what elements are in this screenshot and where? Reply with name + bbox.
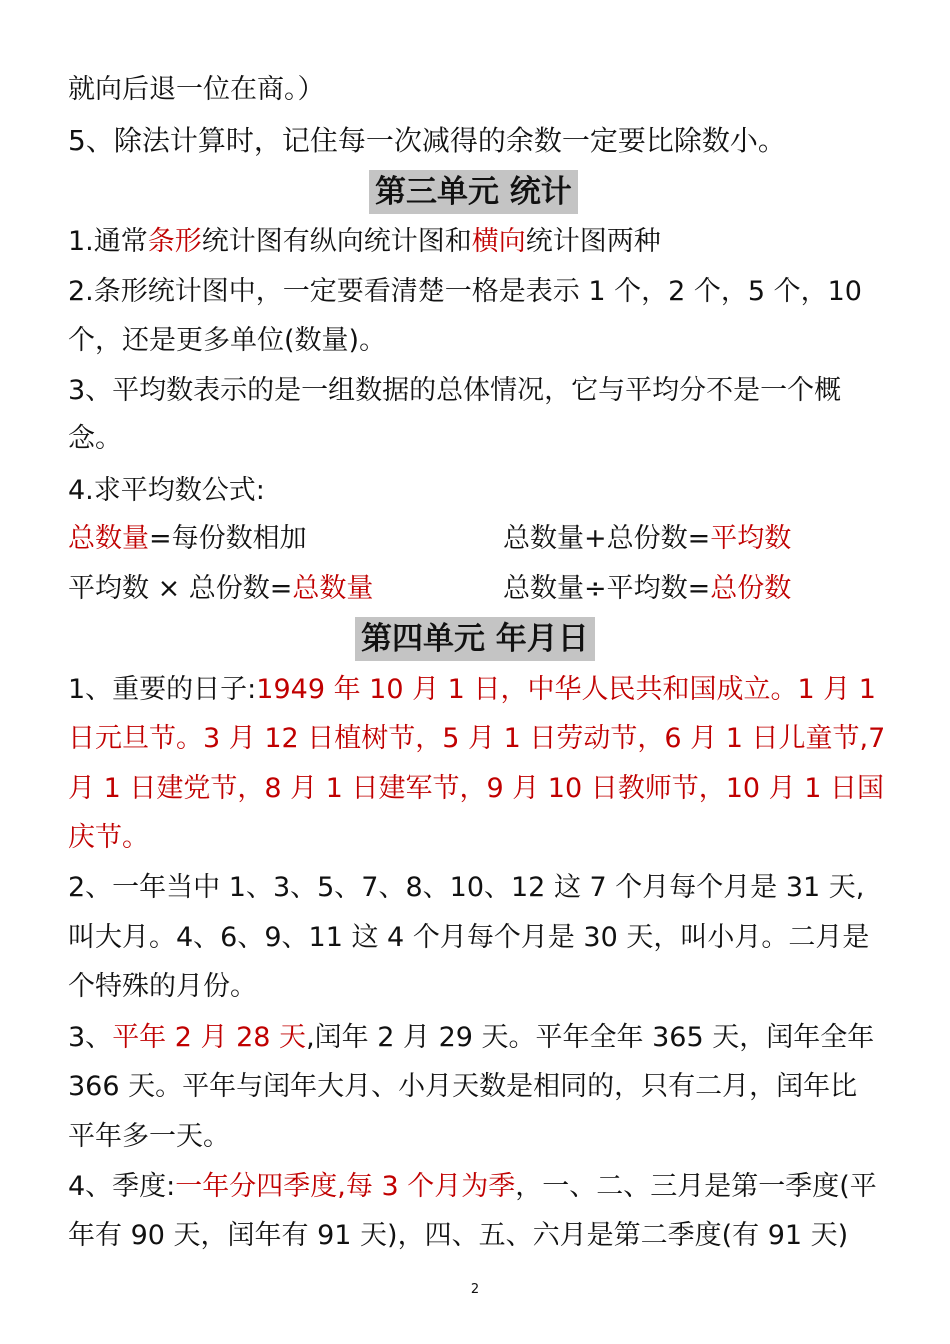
text-line [68,1020,874,1056]
text-line [68,1169,877,1205]
text-segment: 统计图有纵向统计图和 [201,226,472,257]
highlight-text: 总数量 [68,523,149,554]
highlight-text: 1949 年 10 月 1 日，中华人民共和国成立。1 月 1 [256,674,876,705]
text-line: 念。 [68,423,122,454]
text-segment: 总数量÷平均数= [503,573,711,604]
formula-line [503,571,791,607]
highlight-line: 月 1 日建党节，8 月 1 日建军节，9 月 10 日教师节，10 月 1 日国 [68,773,885,804]
formula-line [68,571,373,607]
highlight-line: 庆节。 [68,822,149,853]
text-segment: 总数量+总份数= [503,523,711,554]
text-segment: 4、季度: [68,1171,176,1202]
text-line: 年有 90 天，闰年有 91 天)，四、五、六月是第二季度(有 91 天) [68,1220,849,1251]
highlight-line: 日元旦节。3 月 12 日植树节，5 月 1 日劳动节，6 月 1 日儿童节,7 [68,723,886,754]
highlight-text: 条形 [147,226,202,257]
highlight-text: 横向 [471,226,526,257]
text-segment: ,闰年 2 月 29 天。平年全年 365 天，闰年全年 [306,1022,875,1053]
page-number: 2 [470,1282,480,1297]
text-line: 5、除法计算时，记住每一次减得的余数一定要比除数小。 [68,124,786,157]
text-line: 个特殊的月份。 [68,971,257,1002]
text-line: 2、一年当中 1、3、5、7、8、10、12 这 7 个月每个月是 31 天, [68,872,865,903]
text-segment: 平均数 × 总份数= [68,573,293,604]
text-line: 3、平均数表示的是一组数据的总体情况，它与平均分不是一个概 [68,375,842,406]
text-line: 平年多一天。 [68,1121,230,1152]
formula-line [503,521,791,557]
text-segment: =每份数相加 [149,523,307,554]
text-line [68,224,661,260]
highlight-text: 一年分四季度,每 3 个月为季 [175,1171,516,1202]
section-heading-unit3: 第三单元 统计 [369,170,578,214]
formula-line [68,521,307,557]
text-line [68,672,876,708]
section-heading-unit4: 第四单元 年月日 [355,617,595,661]
highlight-text: 平均数 [710,523,792,554]
highlight-text: 总数量 [292,573,374,604]
text-line: 2.条形统计图中，一定要看清楚一格是表示 1 个，2 个，5 个，10 [68,276,862,307]
text-segment: 统计图两种 [525,226,661,257]
text-line: 366 天。平年与闰年大月、小月天数是相同的，只有二月，闰年比 [68,1071,858,1102]
text-segment: ，一、二、三月是第一季度(平 [515,1171,877,1202]
text-line: 就向后退一位在商。） [68,74,325,105]
text-segment: 3、 [68,1022,113,1053]
text-line: 个，还是更多单位(数量)。 [68,325,387,356]
highlight-text: 平年 2 月 28 天 [112,1022,307,1053]
text-line: 4.求平均数公式: [68,475,265,506]
text-segment: 1.通常 [68,226,148,257]
text-line: 叫大月。4、6、9、11 这 4 个月每个月是 30 天，叫小月。二月是 [68,922,870,953]
text-segment: 1、重要的日子: [68,674,257,705]
highlight-text: 总份数 [710,573,792,604]
